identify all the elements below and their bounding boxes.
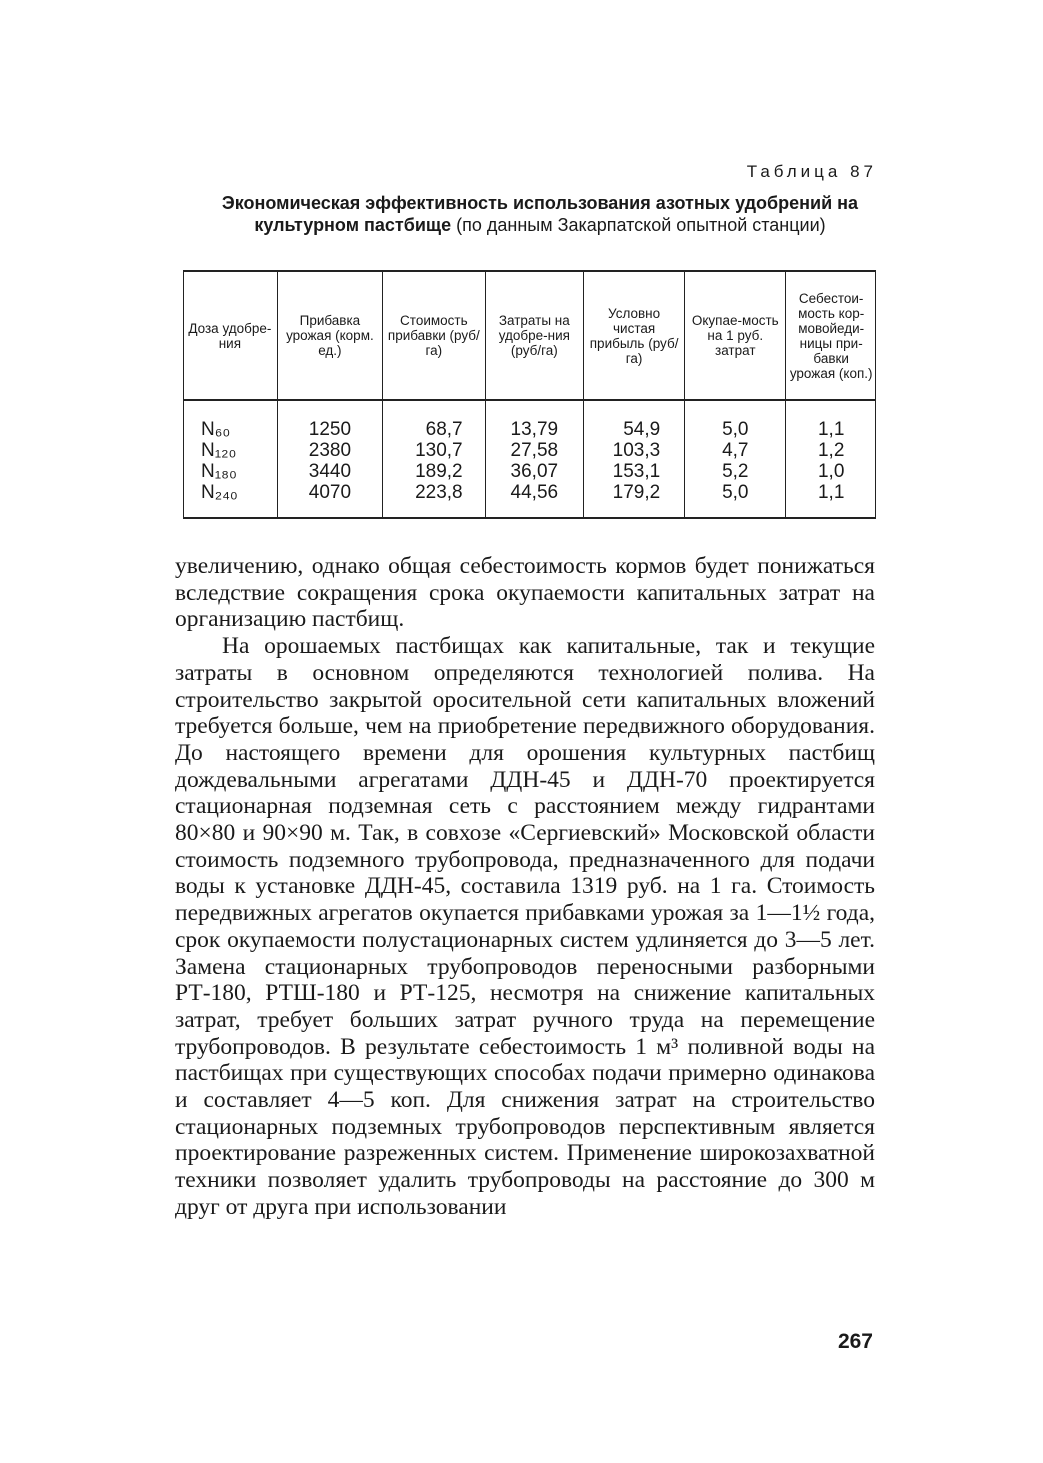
col-payback [685,400,786,518]
table-cell: 5,0 [722,482,749,503]
table-cell: 179,2 [612,482,661,503]
header-net-profit: Условно чистая прибыль (руб/га) [584,271,685,400]
col-gain-value [383,400,486,518]
table-cell: 1250 [308,419,352,440]
col-net-profit [584,400,685,518]
body-text [175,553,875,1221]
col-dose [183,400,277,518]
table-cell: 3440 [308,461,352,482]
table-cell: 5,0 [722,419,749,440]
table-cell: 223,8 [415,482,463,503]
table-cell: 130,7 [415,440,463,461]
table-cell: 1,1 [817,482,845,503]
header-payback: Окупае-мость на 1 руб. затрат [685,271,786,400]
caption-title: Экономическая эффективность использования азотных удобрений на культурном пастбище [221,193,859,235]
header-yield-gain: Прибавка урожая (корм. ед.) [277,271,382,400]
table-cell: 27,58 [510,440,559,461]
table-cell: 5,2 [722,461,749,482]
table-cell: 44,56 [510,482,559,503]
paragraph-irrigation: На орошаемых пастбищах как капитальные, так и текущие затраты в основном определяются технологией полива. На строительство закрытой оросительной сети капитальных вложений требуется больше, чем на приобретение передвижного оборудования. До настоящего времени для орошения культурных пастбищ дождевальными агрегатами ДДН-45 и ДДН-70 проектируется стационарная подземная сеть с расстоянием между гидрантами 80×80 и 90×90 м. Так, в совхозе «Сергиевский» Московской области стоимость подземного трубопровода, предназначенного для подачи воды к установке ДДН-45, составила 1319 руб. на 1 га. Стоимость передвижных агрегатов окупается прибавками урожая за 1—1½ года, срок окупаемости полустационарных систем удлиняется до 3—5 лет. Замена стационарных трубопроводов переносными разборными РТ-180, РТШ-180 и РТ-125, несмотря на снижение капитальных затрат, требует больших затрат ручного труда на перемещение трубопроводов. В результате себестоимость 1 м³ поливной воды на пастбищах при существующих способах подачи примерно одинакова и составляет 4—5 коп. Для снижения затрат на строительство стационарных подземных трубопроводов перспективным является проектирование разреженных систем. Применение широкозахватной техники позволяет удалить трубопроводы на расстояние до 300 м друг от друга при использовании [175,633,875,1220]
paragraph-continuation: увеличению, однако общая себестоимость кормов будет понижаться вследствие сокращения срока окупаемости капитальных затрат на организацию пастбищ. [175,553,875,633]
table-cell: 103,3 [612,440,661,461]
table-header-row [183,271,876,400]
table-cell: 4070 [308,482,352,503]
table-cell: 36,07 [510,461,559,482]
table-cell: 189,2 [415,461,463,482]
caption-source: (по данным Закарпатской опытной станции) [456,215,826,235]
table-cell: 13,79 [510,419,559,440]
table-caption [205,192,875,236]
table-cell: N₁₂₀ [201,440,237,461]
header-fertilizer-cost: Затраты на удобре-ния (руб/га) [485,271,583,400]
table-body-row [183,400,876,518]
table-cell: N₁₈₀ [201,461,237,482]
table-cell: N₂₄₀ [201,482,238,503]
table-cell: N₆₀ [201,419,231,440]
col-fertilizer-cost [485,400,583,518]
data-table [183,270,876,519]
page-number: 267 [837,1330,873,1353]
table-cell: 2380 [308,440,352,461]
table-cell: 68,7 [425,419,463,440]
table-cell: 153,1 [612,461,661,482]
table-cell: 1,2 [817,440,845,461]
header-gain-value: Стоимость прибавки (руб/га) [383,271,486,400]
table-cell: 1,1 [817,419,845,440]
table-cell: 54,9 [623,419,661,440]
table-cell: 1,0 [817,461,845,482]
header-dose: Доза удобре-ния [183,271,277,400]
data-table-wrapper [183,270,876,519]
table-cell: 4,7 [722,440,749,461]
table-label: Таблица 87 [746,162,877,181]
header-unit-cost: Себестои-мость кор-мовойеди-ницы при-бавки урожая (коп.) [786,271,876,400]
col-yield-gain [277,400,382,518]
col-unit-cost [786,400,876,518]
